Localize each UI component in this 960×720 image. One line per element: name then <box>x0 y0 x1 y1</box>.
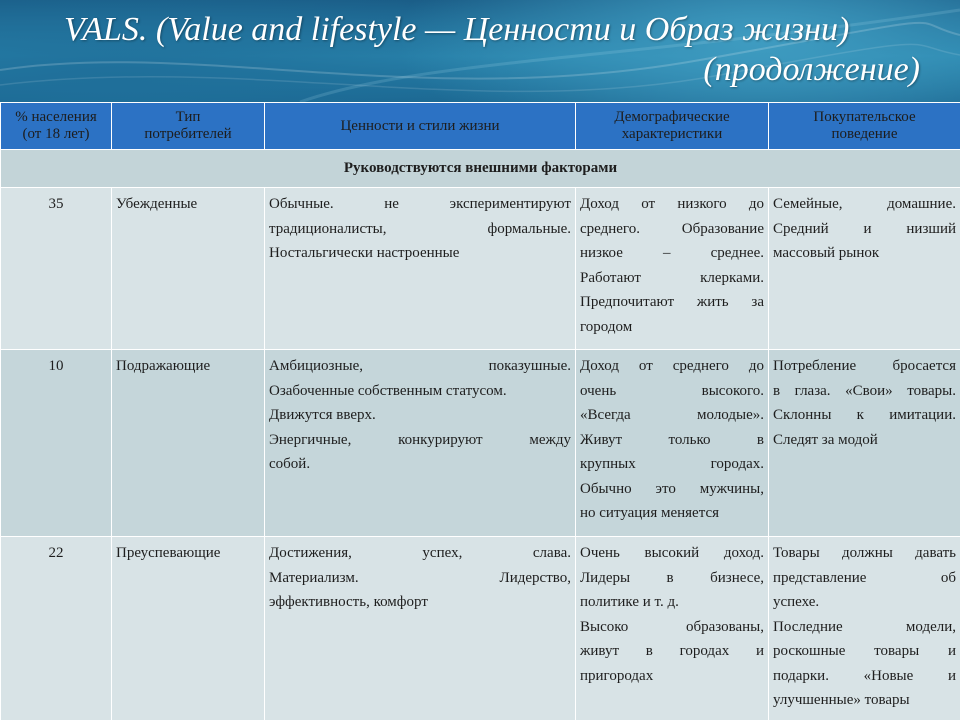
cell-demographics: Доход от низкого до среднего. Образование низкое – среднее. Работают клерками. Предпочитают жить за городом <box>576 188 769 350</box>
cell-type: Преуспевающие <box>112 537 265 720</box>
header-type: Тип потребителей <box>112 103 265 150</box>
cell-behavior: Семейные, домашние. Средний и низший массовый рынок <box>769 188 960 350</box>
cell-behavior: Потребление бросается в глаза. «Свои» товары. Склонны к имитации. Следят за модой <box>769 350 960 537</box>
cell-demographics: Доход от среднего до очень высокого. «Всегда молодые». Живут только в крупных городах. Обычно это мужчины, но ситуация меняется <box>576 350 769 537</box>
cell-percent: 22 <box>1 537 112 720</box>
title-line-1: VALS. (Value and lifestyle — Ценности и Образ жизни) <box>64 11 850 48</box>
cell-percent: 10 <box>1 350 112 537</box>
cell-percent: 35 <box>1 188 112 350</box>
vals-table <box>0 102 960 720</box>
table-header-row <box>1 103 960 150</box>
table-row <box>1 537 960 720</box>
cell-values: Обычные. не экспериментируют традиционалисты, формальные. Ностальгически настроенные <box>265 188 576 350</box>
header-demographics: Демографические характеристики <box>576 103 769 150</box>
header-values: Ценности и стили жизни <box>265 103 576 150</box>
cell-values: Достижения, успех, слава. Материализм. Лидерство, эффективность, комфорт <box>265 537 576 720</box>
header-behavior: Покупательское поведение <box>769 103 960 150</box>
table-row <box>1 350 960 537</box>
table-row <box>1 188 960 350</box>
header-percent: % населения (от 18 лет) <box>1 103 112 150</box>
cell-type: Убежденные <box>112 188 265 350</box>
section-row <box>1 150 960 188</box>
cell-demographics: Очень высокий доход. Лидеры в бизнесе, политике и т. д. Высоко образованы, живут в городах и пригородах <box>576 537 769 720</box>
section-label: Руководствуются внешними факторами <box>1 150 960 188</box>
title-line-2: (продолжение) <box>703 51 920 88</box>
page-title <box>64 10 944 90</box>
cell-type: Подражающие <box>112 350 265 537</box>
title-banner <box>0 0 960 102</box>
cell-values: Амбициозные, показушные. Озабоченные собственным статусом. Движутся вверх. Энергичные, конкурируют между собой. <box>265 350 576 537</box>
cell-behavior: Товары должны давать представление об успехе. Последние модели, роскошные товары и подарки. «Новые и улучшенные» товары <box>769 537 960 720</box>
vals-table-container <box>0 102 960 720</box>
